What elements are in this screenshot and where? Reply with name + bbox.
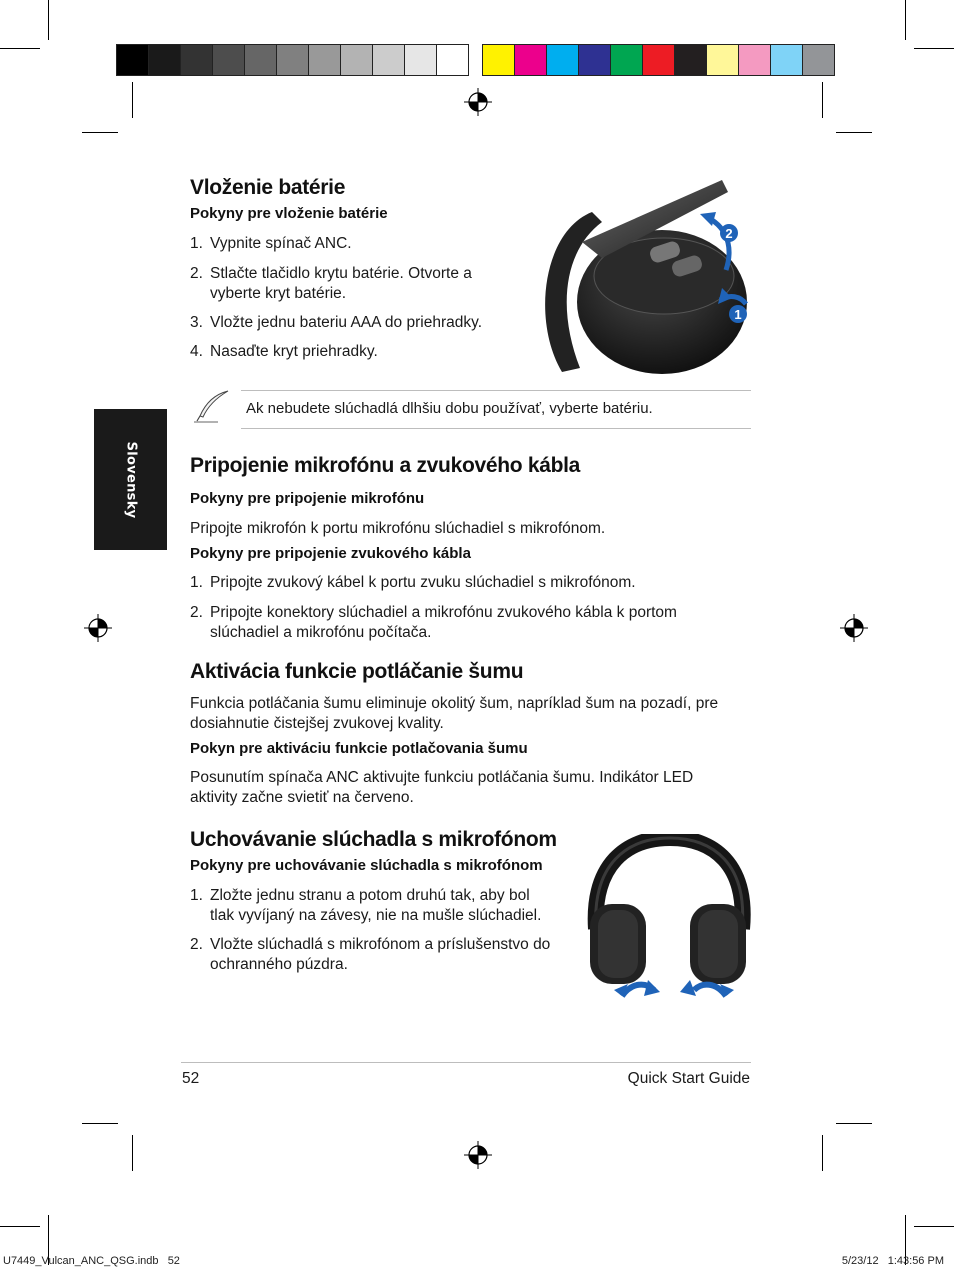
step-label-2: 2	[725, 226, 733, 241]
page-number: 52	[182, 1070, 200, 1087]
registration-mark-icon	[840, 614, 868, 642]
gray-swatch	[372, 44, 405, 76]
gray-swatch	[180, 44, 213, 76]
crop-mark	[48, 0, 49, 40]
battery-instructions-heading: Pokyny pre vloženie batérie	[190, 205, 388, 222]
color-swatch	[578, 44, 611, 76]
crop-mark	[822, 82, 823, 118]
gray-swatch	[116, 44, 149, 76]
color-swatch	[514, 44, 547, 76]
noise-cancel-paragraph-line: Funkcia potláčania šumu eliminuje okolitý šum, napríklad šum na pozadí, pre	[190, 695, 719, 712]
crop-mark	[82, 132, 118, 133]
crop-mark	[836, 1123, 872, 1124]
crop-mark	[905, 0, 906, 40]
color-swatch	[642, 44, 675, 76]
color-swatch	[546, 44, 579, 76]
registration-mark-icon	[84, 614, 112, 642]
step-label-1: 1	[734, 307, 742, 322]
noise-cancel-paragraph-line: dosiahnutie čistejšej zvukovej kvality.	[190, 715, 444, 732]
crop-mark	[0, 48, 40, 49]
noise-cancel-instructions-heading: Pokyn pre aktiváciu funkcie potlačovania šumu	[190, 740, 528, 757]
battery-compartment-illustration	[522, 172, 752, 382]
list-item: 1. Pripojte zvukový kábel k portu zvuku slúchadiel s mikrofónom.	[190, 574, 636, 591]
quill-pen-icon	[192, 388, 232, 424]
list-item: 1. Zložte jednu stranu a potom druhú tak, aby bol tlak vyvíjaný na závesy, nie na mušle slúchadiel.	[190, 887, 542, 924]
crop-mark	[132, 82, 133, 118]
color-swatch	[610, 44, 643, 76]
crop-mark	[914, 1226, 954, 1227]
list-item: 2. Stlačte tlačidlo krytu batérie. Otvorte a vyberte kryt batérie.	[190, 265, 472, 302]
gray-swatch	[436, 44, 469, 76]
color-swatch	[706, 44, 739, 76]
list-item: 2. Vložte slúchadlá s mikrofónom a príslušenstvo do ochranného púzdra.	[190, 936, 551, 973]
crop-mark	[0, 1226, 40, 1227]
language-label: Slovensky	[123, 441, 138, 518]
section-title-microphone: Pripojenie mikrofónu a zvukového kábla	[190, 454, 581, 477]
gray-swatch	[212, 44, 245, 76]
language-side-tab	[94, 409, 167, 550]
gray-swatch	[340, 44, 373, 76]
noise-cancel-instruction-line: Posunutím spínača ANC aktivujte funkciu potláčania šumu. Indikátor LED	[190, 769, 694, 786]
color-swatch	[770, 44, 803, 76]
section-title-noise-cancel: Aktivácia funkcie potláčanie šumu	[190, 660, 524, 683]
crop-mark	[914, 48, 954, 49]
gray-swatch	[244, 44, 277, 76]
noise-cancel-instruction-line: aktivity začne svietiť na červeno.	[190, 789, 414, 806]
list-item: 3. Vložte jednu bateriu AAA do priehradky.	[190, 314, 482, 331]
color-swatch	[674, 44, 707, 76]
note-bottom-rule	[241, 428, 751, 429]
storage-instructions-heading: Pokyny pre uchovávanie slúchadla s mikrofónom	[190, 857, 543, 874]
slug-file-info: U7449_Vulcan_ANC_QSG.indb 52	[3, 1255, 180, 1267]
color-swatch	[802, 44, 835, 76]
note-top-rule	[241, 390, 751, 391]
list-item: 1. Vypnite spínač ANC.	[190, 235, 352, 252]
note-text: Ak nebudete slúchadlá dlhšiu dobu používať, vyberte batériu.	[246, 400, 653, 417]
list-item: 4. Nasaďte kryt priehradky.	[190, 343, 378, 360]
gray-swatch	[276, 44, 309, 76]
gray-swatch	[404, 44, 437, 76]
color-swatch	[738, 44, 771, 76]
color-swatch	[482, 44, 515, 76]
folded-headphones-illustration	[582, 834, 757, 1014]
gray-swatch	[148, 44, 181, 76]
section-title-battery: Vloženie batérie	[190, 176, 346, 199]
footer-rule	[181, 1062, 751, 1063]
crop-mark	[132, 1135, 133, 1171]
crop-mark	[82, 1123, 118, 1124]
registration-mark-icon	[464, 88, 492, 116]
guide-title: Quick Start Guide	[627, 1070, 750, 1087]
list-item: 2. Pripojte konektory slúchadiel a mikrofónu zvukového kábla k portom slúchadiel a mikrofónu počítača.	[190, 604, 677, 641]
microphone-instructions-heading: Pokyny pre pripojenie mikrofónu	[190, 490, 425, 507]
gray-swatch	[308, 44, 341, 76]
crop-mark	[836, 132, 872, 133]
microphone-paragraph: Pripojte mikrofón k portu mikrofónu slúchadiel s mikrofónom.	[190, 520, 606, 537]
crop-mark	[822, 1135, 823, 1171]
audio-cable-instructions-heading: Pokyny pre pripojenie zvukového kábla	[190, 545, 471, 562]
slug-timestamp: 5/23/12 1:43:56 PM	[841, 1255, 944, 1267]
registration-mark-icon	[464, 1141, 492, 1169]
section-title-storage: Uchovávanie slúchadla s mikrofónom	[190, 828, 557, 851]
